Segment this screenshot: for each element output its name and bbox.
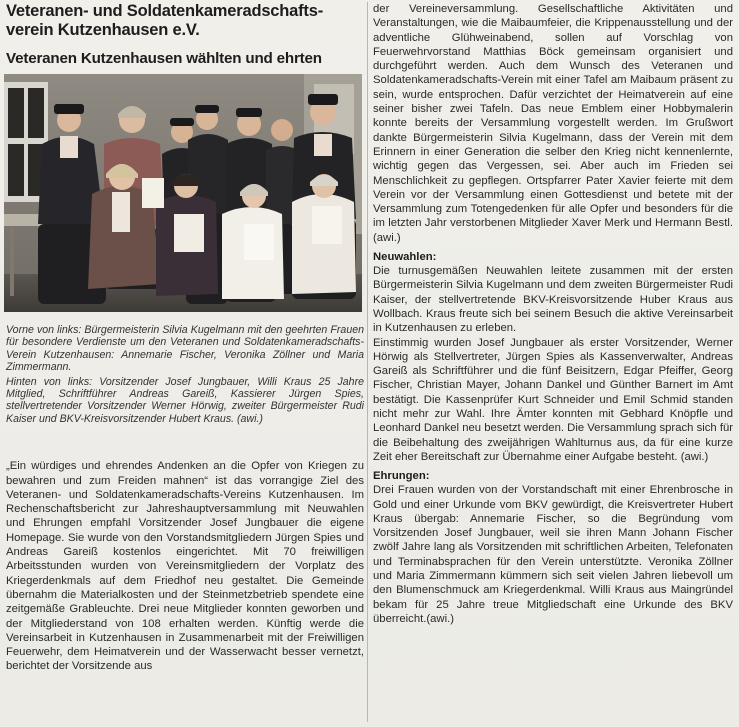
left-column <box>4 2 366 724</box>
left-body-text: „Ein würdiges und ehrendes Andenken an die Opfer von Kriegen zu bewahren und zum Freiden mahnen“ ist das vorrangige Ziel des Veteranen- und Soldatenkameradschafts-Vereins Kutzenhausen. Im Rechenschaftsbericht zur Jahreshauptversammlung mit Neuwahlen und Ehrungen empfahl Vorsitzender Josef Jungbauer die eigene Homepage. Sie wurde von den Vorstandsmitgliedern Jürgen Spies und Andreas Gareiß kostenlos eingerichtet. Mit 70 freiwilligen Arbeitsstunden wurden von Vereinsmitgliedern der Vorplatz des Kriegerdenkmals auf dem Friedhof neu gestaltet. Die Gemeinde übernahm die Materialkosten und der Steinmetzbetrieb spendete eine zeitgemäße Grableuchte. Drei neue Mitglieder konnten geworben und der Mitgliederstand von 108 erhalten werden. Künftig werde die Vereinsarbeit in Kutzenhausen in Zusammenarbeit mit der Freiwilligen Feuerwehr, dem Heimatverein und der Wasserwacht besser vernetzt, berichtet der Vorsitzende aus <box>6 460 364 673</box>
subheadline: Veteranen Kutzenhausen wählten und ehrten <box>6 50 322 67</box>
caption-back: Hinten von links: Vorsitzender Josef Jungbauer, Willi Kraus 25 Jahre Mitglied, Schriftführer Andreas Gareiß, Kassierer Jürgen Spies, stellvertretender Vorsitzender Werner Hörwig, zweiter Bürgermeister Rudi Kaiser und BKV-Kreisvorsitzender Hubert Kraus. (awi.) <box>6 375 364 425</box>
neuwahlen-paragraph-1: Die turnusgemäßen Neuwahlen leitete zusammen mit der ersten Bürgermeisterin Silvia Kugelmann und dem zweiten Bürgermeister Rudi Kaiser, der stellvertretende BKV-Kreisvorsitzende Huber Kraus aus Wollbach. Kraus freute sich bei seinem Besuch die aktive Vereinsarbeit in Kutzenhausen zu erleben. <box>373 265 733 335</box>
group-photo <box>4 74 362 312</box>
right-body-text: der Vereineversammlung. Gesellschaftliche Aktivitäten und Veranstaltungen, wie die Maibaumfeier, die Krippenausstellung und der adventliche Glühweinabend, sollen auf Vorschlag von Feuerwehrvorstand Matthias Böck gemeinsam organisiert und durchgeführt werden. Auch dem Wunsch des Veteranen und Soldatenkameradschafts-Verein mit einer Tafel am Maibaum präsent zu sein, wurde entsprochen. Dafür verzichtet der Heimatverein auf eine seiner bisher zwei Tafeln. Das neue Emblem einer Hobbymalerin konnte bereits der Versammlung vorgestellt werden. Im Grußwort dankte Bürgermeisterin Silvia Kugelmann, dass der Verein mit dem Erinnern in einer Generation die selber den Krieg nicht kennenlernte, wichtig gegen das Vergessen, sei. Aber auch im Frieden sei Menschlichkeit zu gepflegen. Ortspfarrer Pater Xavier feierte mit dem Verein vor der Versammlung einen Gottesdienst und betete mit der Versammlung zum Totengedenken für alle Opfer und besonders für die im letzten Jahr verstorbenen Mitglieder Xaver Merk und Hermann Bestl. (awi.) <box>373 3 733 244</box>
caption-front: Vorne von links: Bürgermeisterin Silvia Kugelmann mit den geehrten Frauen für besondere Verdienste um den Veteranen und Soldatenkameradschafts-Verein Kutzenhausen: Annemarie Fischer, Veronika Zöllner und Maria Zimmermann. <box>6 324 364 374</box>
right-column <box>371 2 735 724</box>
neuwahlen-paragraph-2: Einstimmig wurden Josef Jungbauer als erster Vorsitzender, Werner Hörwig als Stellvertreter, Jürgen Spies als Kassenverwalter, Andreas Gareiß als Schriftführer und die fünf Beisitzern, Edgar Pfeiffer, Georg Fischer, Christian Mayer, Johann Dankel und Günther Barnert im Amt bestätigt. Die Kassenprüfer Kurt Schneider und Emil Schmid standen nicht mehr zur Wahl. Ihre Ämter konnten mit Gebhard Knöpfle und Leonhard Dankel neu besetzt werden. Die Versammlung sprach sich für die Beibehaltung des zweijährigen Wahlturnus aus, da für eine kurze Zeit eher Bereitschaft zur Übernahme einer Aufgabe besteht. (awi.) <box>373 336 733 463</box>
column-divider <box>367 2 368 722</box>
section-head-neuwahlen: Neuwahlen: <box>373 251 437 264</box>
section-head-ehrungen: Ehrungen: <box>373 470 430 483</box>
ehrungen-paragraph: Drei Frauen wurden von der Vorstandschaft mit einer Ehrenbrosche in Gold und einer Urkunde vom BKV gewürdigt, die Kreisvertreter Hubert Kraus übergab: Annemarie Fischer, so die Begründung vom Vorsitzenden Josef Jungbauer, weil sie ihren Mann Johann Fischer zwölf Jahre lang als Vorsitzenden mit schriftlichen Arbeiten, Telefonaten und Terminabsprachen für den Verein unterstützte. Veronika Zöllner und Maria Zimmermann kümmern sich seit vielen Jahren liebevoll um den Blumenschmuck am Kriegerdenkmal. Willi Kraus aus Maingründel bekam für 25 Jahre treue Mitgliedschaft eine Urkunde des BKV überreicht.(awi.) <box>373 484 733 625</box>
headline: Veteranen- und Soldatenkameradschafts-verein Kutzenhausen e.V. <box>6 2 323 39</box>
group-photo-icon <box>4 74 362 312</box>
